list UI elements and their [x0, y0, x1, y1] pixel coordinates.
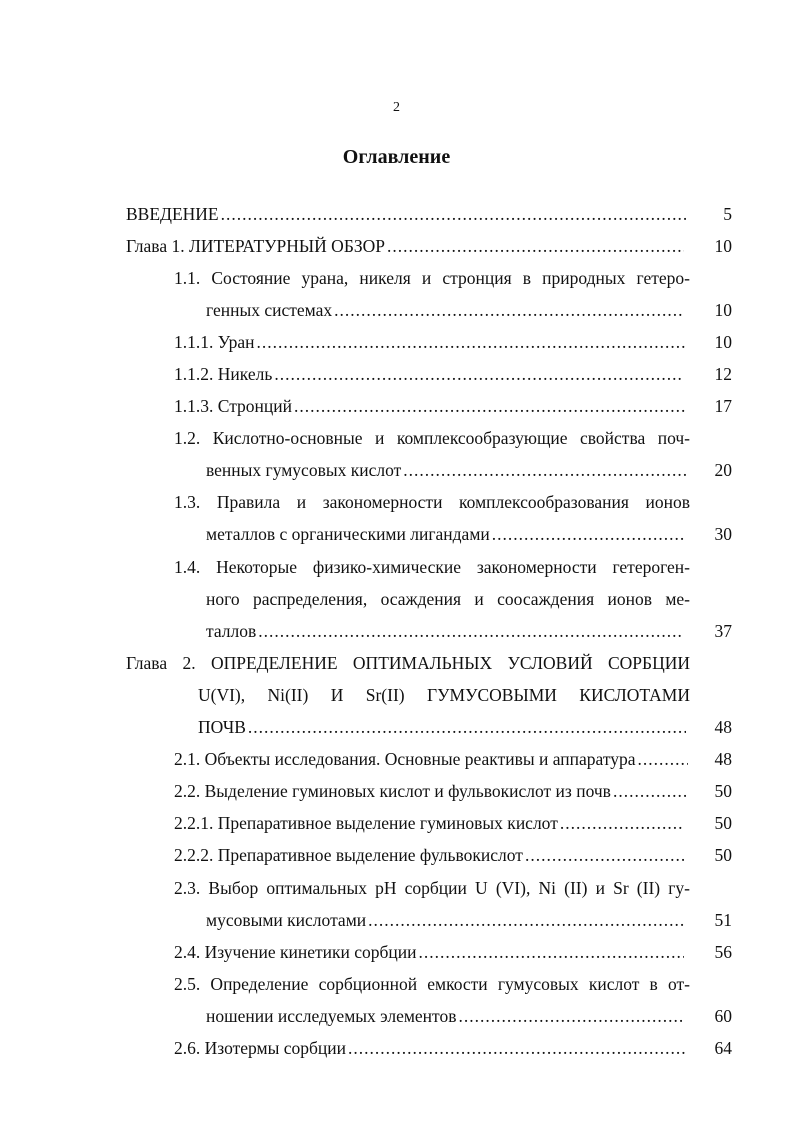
toc-page-number: 5 — [723, 204, 732, 224]
dot-leader — [492, 522, 684, 546]
toc-entry-1-2-line-2[interactable] — [206, 458, 686, 482]
toc-entry-text: 1.1.3. Стронций — [174, 396, 293, 416]
dot-leader — [419, 940, 684, 964]
toc-entry-text: 2.2.1. Препаративное выделение гуминовых кислот — [174, 813, 558, 833]
toc-entry-1-3-line-2[interactable] — [206, 522, 684, 546]
toc-entry-chapter-2-line-3[interactable] — [198, 715, 686, 739]
toc-entry-text: 2.6. Изотермы сорбции — [174, 1038, 346, 1058]
toc-entry-2-2-1[interactable] — [174, 811, 684, 835]
toc-entry-text: генных системах — [206, 300, 333, 320]
dot-leader — [294, 394, 686, 418]
toc-entry-text: 2.4. Изучение кинетики сорбции — [174, 942, 417, 962]
toc-entry-text: 2.1. Объекты исследования. Основные реактивы и аппаратура — [174, 749, 636, 769]
toc-entry-1-4-line-3[interactable] — [206, 619, 682, 643]
toc-entry-2-5-line-1[interactable]: 2.5. Определение сорбционной емкости гумусовых кислот в от- — [174, 974, 690, 994]
toc-page-number: 10 — [714, 332, 732, 352]
toc-page-number: 10 — [714, 236, 732, 256]
dot-leader — [638, 747, 688, 771]
toc-page-number: 50 — [714, 781, 732, 801]
toc-page-number: 48 — [714, 717, 732, 737]
toc-entry-text: металлов с органическими лигандами — [206, 524, 490, 544]
dot-leader — [613, 779, 686, 803]
dot-leader — [560, 811, 684, 835]
toc-page-number: 20 — [714, 460, 732, 480]
toc-entry-text: венных гумусовых кислот — [206, 460, 402, 480]
toc-page-number: 17 — [714, 396, 732, 416]
toc-entry-1-1-line-1[interactable]: 1.1. Состояние урана, никеля и стронция в природных гетеро- — [174, 268, 690, 288]
toc-entry-2-1[interactable] — [174, 747, 688, 771]
toc-entry-text: 1.1.1. Уран — [174, 332, 255, 352]
toc-entry-1-1-1[interactable] — [174, 330, 686, 354]
toc-entry-text: ношении исследуемых элементов — [206, 1006, 457, 1026]
toc-entry-1-4-line-2[interactable]: ного распределения, осаждения и соосаждения ионов ме- — [206, 589, 690, 609]
toc-entry-2-5-line-2[interactable] — [206, 1004, 682, 1028]
toc-page-number: 10 — [714, 300, 732, 320]
toc-entry-text: 2.2.2. Препаративное выделение фульвокислот — [174, 845, 523, 865]
toc-entry-1-1-line-2[interactable] — [206, 298, 684, 322]
toc-page-number: 56 — [714, 942, 732, 962]
toc-entry-2-3-line-1[interactable]: 2.3. Выбор оптимальных pH сорбции U (VI), Ni (II) и Sr (II) гу- — [174, 878, 690, 898]
toc-entry-text: таллов — [206, 621, 257, 641]
toc-entry-chapter-2-line-2[interactable]: U(VI), Ni(II) И Sr(II) ГУМУСОВЫМИ КИСЛОТАМИ — [198, 685, 690, 705]
toc-entry-text: 2.2. Выделение гуминовых кислот и фульвокислот из почв — [174, 781, 611, 801]
dot-leader — [387, 234, 684, 258]
dot-leader — [403, 458, 686, 482]
toc-entry-1-2-line-1[interactable]: 1.2. Кислотно-основные и комплексообразующие свойства поч- — [174, 428, 690, 448]
toc-entry-1-1-3[interactable] — [174, 394, 686, 418]
dot-leader — [334, 298, 684, 322]
toc-page-number: 30 — [714, 524, 732, 544]
dot-leader — [221, 202, 686, 226]
toc-page-number: 50 — [714, 845, 732, 865]
toc-entry-2-6[interactable] — [174, 1036, 686, 1060]
dot-leader — [525, 843, 684, 867]
toc-entry-text: ВВЕДЕНИЕ — [126, 204, 219, 224]
toc-entry-text: Глава 1. ЛИТЕРАТУРНЫЙ ОБЗОР — [126, 236, 386, 256]
toc-entry-1-3-line-1[interactable]: 1.3. Правила и закономерности комплексообразования ионов — [174, 492, 690, 512]
dot-leader — [248, 715, 686, 739]
toc-entry-text: 1.1.2. Никель — [174, 364, 273, 384]
toc-entry-2-2[interactable] — [174, 779, 686, 803]
page-title: Оглавление — [342, 146, 451, 168]
toc-entry-1-1-2[interactable] — [174, 362, 684, 386]
dot-leader — [257, 330, 687, 354]
toc-entry-text: мусовыми кислотами — [206, 910, 367, 930]
toc-entry-text: ПОЧВ — [198, 717, 246, 737]
dot-leader — [274, 362, 684, 386]
toc-page-number: 48 — [714, 749, 732, 769]
dot-leader — [368, 908, 684, 932]
toc-entry-1-4-line-1[interactable]: 1.4. Некоторые физико-химические закономерности гетероген- — [174, 557, 690, 577]
toc-entry-chapter-2-line-1[interactable]: Глава 2. ОПРЕДЕЛЕНИЕ ОПТИМАЛЬНЫХ УСЛОВИЙ СОРБЦИИ — [126, 653, 690, 673]
toc-entry-2-4[interactable] — [174, 940, 684, 964]
toc-entry-chapter-1[interactable] — [126, 234, 684, 258]
toc-entry-2-3-line-2[interactable] — [206, 908, 684, 932]
toc-page-number: 60 — [714, 1006, 732, 1026]
dot-leader — [458, 1004, 682, 1028]
toc-entry-2-2-2[interactable] — [174, 843, 684, 867]
toc-page-number: 12 — [714, 364, 732, 384]
toc-page-number: 50 — [714, 813, 732, 833]
toc-page-number: 51 — [714, 910, 732, 930]
toc-page-number: 64 — [714, 1038, 732, 1058]
toc-page-number: 37 — [714, 621, 732, 641]
toc-entry-introduction[interactable] — [126, 202, 686, 226]
page-number: 2 — [393, 100, 400, 115]
dot-leader — [258, 619, 682, 643]
dot-leader — [348, 1036, 686, 1060]
